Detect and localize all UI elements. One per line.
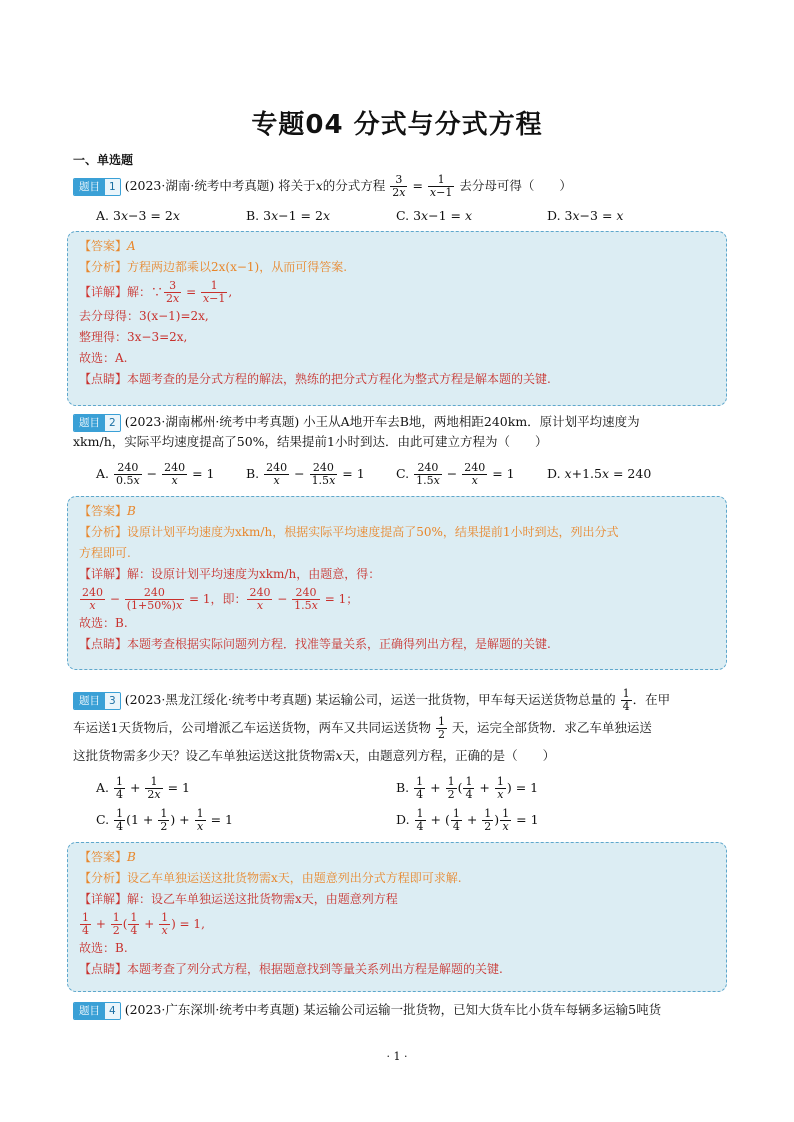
question-stem: (2023·湖南·统考中考真题) 将关于x的分式方程 $\frac{3}{2x}$ = $\frac{1}{x-1}$ 去分母可得（ ） <box>124 173 572 199</box>
option-a[interactable]: A. $\frac{240}{0.5x}$ − $\frac{240}{x}$ = 1 <box>96 461 215 487</box>
option-b[interactable]: B. 3x−1 = 2x <box>246 208 331 223</box>
section-heading: 一、单选题 <box>73 153 134 167</box>
question-2: 题目 2 (2023·湖南郴州·统考中考真题) 小王从A地开车去B地，两地相距240km．原计划平均速度为 xkm/h，实际平均速度提高了50%，结果提前1小时到达．由此可建立方程为（ ） <box>73 414 640 449</box>
question-label: 题目 2 <box>73 414 121 432</box>
question-label: 题目 4 <box>73 1002 121 1020</box>
option-c[interactable]: C. $\frac{1}{4}$ (1 + $\frac{1}{2}$ ) + $\frac{1}{x}$ = 1 <box>96 807 234 833</box>
question-stem: (2023·黑龙江绥化·统考中考真题) 某运输公司，运送一批货物，甲车每天运送货物总量的 $\frac{1}{4}$ ．在甲 <box>124 687 671 713</box>
answer-box-2: 【答案】B 【分析】设原计划平均速度为xkm/h，根据实际平均速度提高了50%，结果提前1小时到达，列出分式 方程即可. 【详解】解：设原计划平均速度为xkm/h，由题意，得： $\frac{240}{x}$ − $\frac{240}{(1+50\%)x}$ = 1，即： $\frac{240}{x}$ − $\frac{240}{1.5x}$ = 1； 故选：B. 【点睛】本题考查根据实际问题列方程．找准等量关系，正确得列出方程，是解题的关键. <box>67 496 727 670</box>
question-label: 题目 1 <box>73 178 121 196</box>
option-d[interactable]: D. 3x−3 = x <box>547 208 624 223</box>
option-a[interactable]: A. $\frac{1}{4}$ + $\frac{1}{2x}$ = 1 <box>96 775 190 801</box>
question-4 <box>73 1000 733 1020</box>
option-d[interactable]: D. x+1.5x = 240 <box>547 466 652 481</box>
option-b[interactable]: B. $\frac{1}{4}$ + $\frac{1}{2}$ ( $\frac{1}{4}$ + $\frac{1}{x}$ ) = 1 <box>396 775 539 801</box>
option-a[interactable]: A. 3x−3 = 2x <box>96 208 180 223</box>
question-1 <box>73 174 733 199</box>
answer-box-1: 【答案】A 【分析】方程两边都乘以2x(x−1)，从而可得答案. 【详解】解：∵ $\frac{3}{2x}$ = $\frac{1}{x-1}$ , 去分母得：3(x−1)=2x, 整理得：3x−3=2x, 故选：A. 【点睛】本题考查的是分式方程的解法，熟练的把分式方程化为整式方程是解本题的关键. <box>67 231 727 406</box>
question-3: 题目 3 (2023·黑龙江绥化·统考中考真题) 某运输公司，运送一批货物，甲车每天运送货物总量的 $\frac{1}{4}$ ．在甲 车运送1天货物后，公司增派乙车运送货物，两车又共同运送货物 $\frac{1}{2}$ 天，运完全部货物．求乙车单独运送 这批货物需多少天？设乙车单独运送这批货物需x天，由题意列方程，正确的是（ ） <box>73 687 671 763</box>
option-b[interactable]: B. $\frac{240}{x}$ − $\frac{240}{1.5x}$ = 1 <box>246 461 365 487</box>
question-label: 题目 3 <box>73 692 121 710</box>
question-stem: (2023·湖南郴州·统考中考真题) 小王从A地开车去B地，两地相距240km．原计划平均速度为 <box>124 414 640 429</box>
option-c[interactable]: C. $\frac{240}{1.5x}$ − $\frac{240}{x}$ = 1 <box>396 461 515 487</box>
option-c[interactable]: C. 3x−1 = x <box>396 208 473 223</box>
page-title: 专题04 分式与分式方程 <box>251 110 543 140</box>
answer-box-3: 【答案】B 【分析】设乙车单独运送这批货物需x天，由题意列出分式方程即可求解. 【详解】解：设乙车单独运送这批货物需x天，由题意列方程 $\frac{1}{4}$ + $\frac{1}{2}$ ( $\frac{1}{4}$ + $\frac{1}{x}$ ) = 1, 故选：B. 【点睛】本题考查了列分式方程，根据题意找到等量关系列出方程是解题的关键. <box>67 842 727 992</box>
page-number: · 1 · <box>386 1050 408 1063</box>
question-stem: (2023·广东深圳·统考中考真题) 某运输公司运输一批货物，已知大货车比小货车每辆多运输5吨货 <box>124 1002 662 1017</box>
option-d[interactable]: D. $\frac{1}{4}$ + ( $\frac{1}{4}$ + $\frac{1}{2}$ ) $\frac{1}{x}$ = 1 <box>396 807 539 833</box>
